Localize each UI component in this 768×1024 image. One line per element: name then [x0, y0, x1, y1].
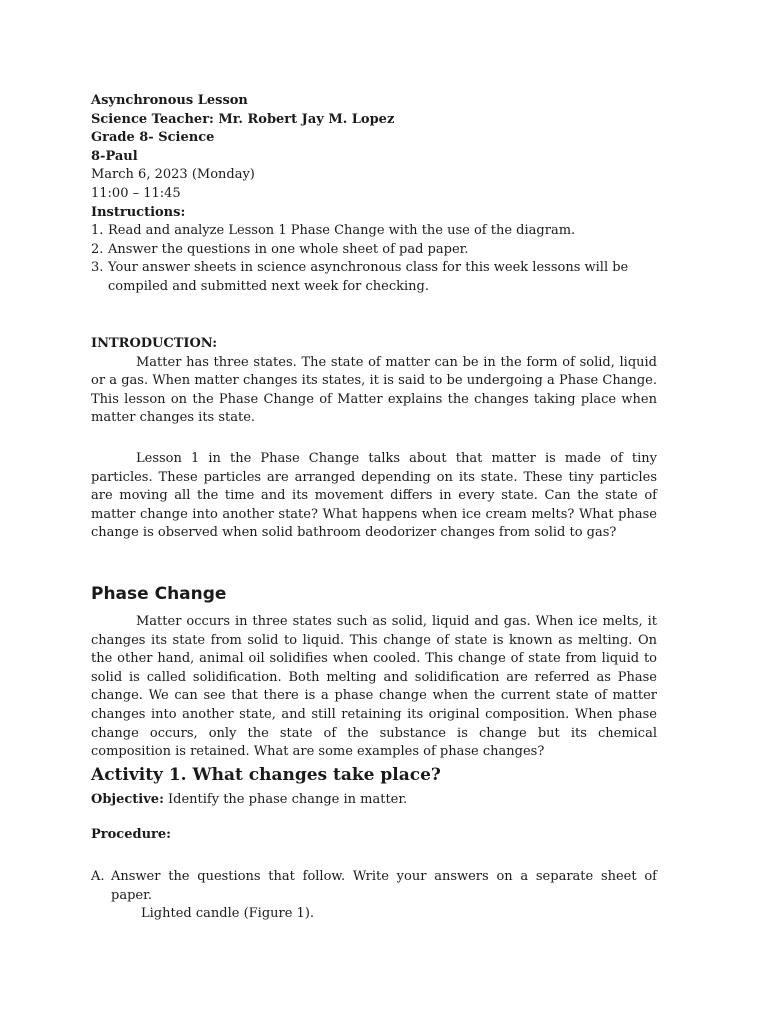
grade-label: Grade 8- Science	[91, 130, 215, 146]
lesson-header	[91, 92, 671, 297]
introduction-paragraph-2: Lesson 1 in the Phase Change talks about that matter is made of tiny particles. These particles are arranged depending on its state. These tiny particles are moving all the time and its movement differs in every state. Can the state of matter change into another state? What happens when ice cream melts? What phase change is observed when solid bathroom deodorizer changes from solid to gas?	[91, 451, 657, 541]
instruction-text: Your answer sheets in science asynchronous class for this week lessons will be compiled and submitted next week for checking.	[108, 260, 629, 294]
activity-title: Activity 1. What changes take place?	[91, 765, 441, 785]
instruction-item	[91, 241, 671, 260]
phase-change-title: Phase Change	[91, 584, 227, 604]
procedure-items	[91, 868, 657, 924]
instruction-item	[91, 259, 671, 296]
procedure-heading: Procedure:	[91, 827, 171, 842]
introduction-paragraph-1: Matter has three states. The state of matter can be in the form of solid, liquid or a gas. When matter changes its states, it is said to be undergoing a Phase Change. This lesson on the Phase Change of Matter explains the changes taking place when matter changes its state.	[91, 354, 657, 426]
procedure-text: Answer the questions that follow. Write your answers on a separate sheet of paper.	[111, 869, 657, 903]
introduction-section-2	[91, 450, 657, 543]
instruction-number: 2.	[91, 241, 104, 257]
instructions-list	[91, 222, 671, 296]
instruction-text: Read and analyze Lesson 1 Phase Change with the use of the diagram.	[108, 223, 576, 239]
activity-section	[91, 763, 657, 810]
objective-line	[91, 791, 657, 810]
objective-text: Identify the phase change in matter.	[168, 792, 408, 807]
lesson-type: Asynchronous Lesson	[91, 93, 248, 108]
objective-label: Objective:	[91, 792, 164, 807]
introduction-heading: INTRODUCTION:	[91, 336, 218, 351]
instructions-label: Instructions:	[91, 204, 186, 220]
figure-note: Lighted candle (Figure 1).	[141, 906, 315, 922]
phase-change-section	[91, 582, 657, 606]
instruction-number: 3.	[91, 260, 104, 276]
phase-change-paragraph: Matter occurs in three states such as solid, liquid and gas. When ice melts, it changes its state from solid to liquid. This change of state is known as melting. On the other hand, animal oil solidifies when cooled. This change of state from liquid to solid is called solidification. Both melting and solidification are referred as Phase change. We can see that there is a phase change when the current state of matter changes into another state, and still retaining its original composition. When phase change occurs, only the state of the substance is change but its chemical composition is retained. What are some examples of phase changes?	[91, 614, 657, 760]
instruction-item	[91, 222, 671, 241]
procedure-letter: A.	[91, 869, 105, 884]
instruction-number: 1.	[91, 223, 104, 239]
section-label: 8-Paul	[91, 148, 138, 164]
procedure-section	[91, 826, 657, 845]
lesson-date: March 6, 2023 (Monday)	[91, 167, 255, 183]
instruction-text: Answer the questions in one whole sheet of pad paper.	[108, 241, 469, 257]
procedure-item-a	[91, 868, 657, 905]
introduction-section	[91, 335, 657, 428]
lesson-time: 11:00 – 11:45	[91, 185, 181, 201]
teacher-name: Science Teacher: Mr. Robert Jay M. Lopez	[91, 111, 395, 127]
phase-change-body	[91, 613, 657, 762]
